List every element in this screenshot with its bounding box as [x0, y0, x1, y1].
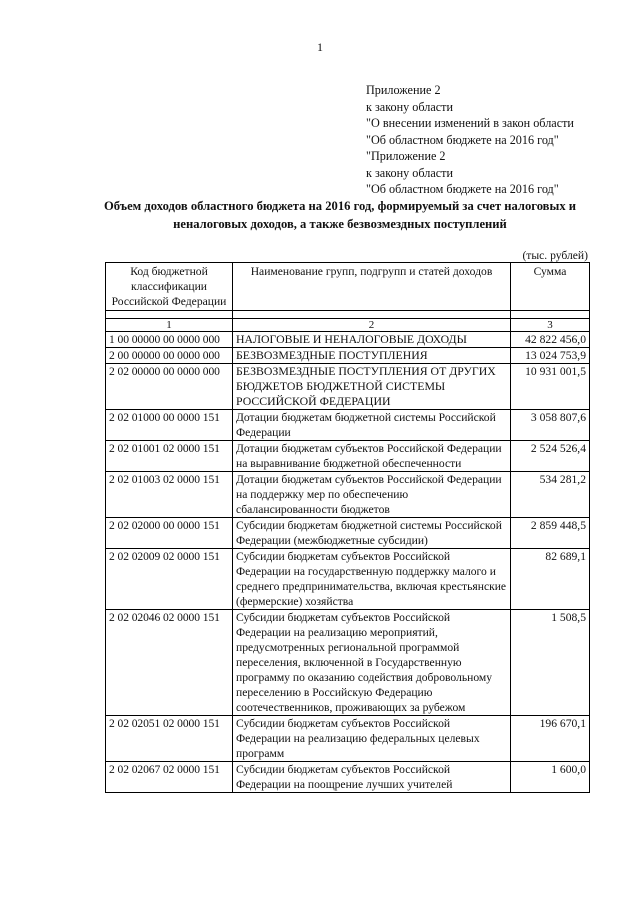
document-title [90, 197, 590, 233]
row-name: БЕЗВОЗМЕЗДНЫЕ ПОСТУПЛЕНИЯ [233, 348, 511, 364]
row-name: Дотации бюджетам бюджетной системы Российской Федерации [233, 410, 511, 441]
row-amount: 1 508,5 [511, 610, 590, 716]
row-code: 2 02 01000 00 0000 151 [106, 410, 233, 441]
table-row [106, 716, 590, 762]
row-name: Дотации бюджетам субъектов Российской Федерации на выравнивание бюджетной обеспеченности [233, 441, 511, 472]
table-row [106, 549, 590, 610]
row-amount: 2 524 526,4 [511, 441, 590, 472]
row-name: Дотации бюджетам субъектов Российской Федерации на поддержку мер по обеспечению сбалансированности бюджетов [233, 472, 511, 518]
row-name: Субсидии бюджетам субъектов Российской Федерации на государственную поддержку малого и среднего предпринимательства, включая крестьянские (фермерские) хозяйства [233, 549, 511, 610]
row-name: Субсидии бюджетам субъектов Российской Федерации на реализацию мероприятий, предусмотренных региональной программой переселения, включенной в Государственную программу по оказанию содействия добровольному переселению в Российскую Федерацию соотечественников, проживающих за рубежом [233, 610, 511, 716]
title-line: неналоговых доходов, а также безвозмездных поступлений [173, 217, 507, 231]
header-name: Наименование групп, подгрупп и статей доходов [233, 263, 511, 311]
row-name: Субсидии бюджетам бюджетной системы Российской Федерации (межбюджетные субсидии) [233, 518, 511, 549]
page-number: 1 [317, 40, 323, 54]
header-amount: Сумма [511, 263, 590, 311]
row-code: 2 02 00000 00 0000 000 [106, 364, 233, 410]
row-amount: 534 281,2 [511, 472, 590, 518]
row-code: 2 02 02000 00 0000 151 [106, 518, 233, 549]
appendix-line: Приложение 2 [366, 83, 441, 97]
appendix-line: к закону области [366, 99, 453, 114]
units-label: (тыс. рублей) [522, 249, 588, 262]
row-name: Субсидии бюджетам субъектов Российской Федерации на реализацию федеральных целевых программ [233, 716, 511, 762]
appendix-header [366, 82, 626, 198]
table-row [106, 441, 590, 472]
row-amount: 3 058 807,6 [511, 410, 590, 441]
row-amount: 196 670,1 [511, 716, 590, 762]
row-code: 2 02 02051 02 0000 151 [106, 716, 233, 762]
row-code: 2 02 02046 02 0000 151 [106, 610, 233, 716]
row-amount: 82 689,1 [511, 549, 590, 610]
table-row [106, 348, 590, 364]
row-name: БЕЗВОЗМЕЗДНЫЕ ПОСТУПЛЕНИЯ ОТ ДРУГИХ БЮДЖЕТОВ БЮДЖЕТНОЙ СИСТЕМЫ РОССИЙСКОЙ ФЕДЕРАЦИИ [233, 364, 511, 410]
column-number-row [106, 319, 590, 332]
table-row [106, 332, 590, 348]
appendix-line: "О внесении изменений в закон области [366, 116, 574, 130]
header-code: Код бюджетной классификации Российской Федерации [106, 263, 233, 311]
table-row [106, 410, 590, 441]
table-row [106, 610, 590, 716]
table-row [106, 364, 590, 410]
appendix-line: к закону области [366, 165, 453, 180]
table-row [106, 518, 590, 549]
column-number: 1 [106, 319, 233, 332]
row-amount: 10 931 001,5 [511, 364, 590, 410]
row-amount: 42 822 456,0 [511, 332, 590, 348]
column-number: 3 [511, 319, 590, 332]
row-amount: 13 024 753,9 [511, 348, 590, 364]
appendix-line: "Об областном бюджете на 2016 год" [366, 182, 559, 196]
table-spacer-row [106, 311, 590, 319]
row-code: 1 00 00000 00 0000 000 [106, 332, 233, 348]
row-amount: 1 600,0 [511, 762, 590, 793]
row-code: 2 02 02009 02 0000 151 [106, 549, 233, 610]
table-header-row [106, 263, 590, 311]
row-amount: 2 859 448,5 [511, 518, 590, 549]
table-row [106, 762, 590, 793]
row-code: 2 02 01001 02 0000 151 [106, 441, 233, 472]
appendix-line: "Об областном бюджете на 2016 год" [366, 132, 559, 147]
row-name: Субсидии бюджетам субъектов Российской Федерации на поощрение лучших учителей [233, 762, 511, 793]
table-row [106, 472, 590, 518]
row-code: 2 02 02067 02 0000 151 [106, 762, 233, 793]
row-code: 2 00 00000 00 0000 000 [106, 348, 233, 364]
row-name: НАЛОГОВЫЕ И НЕНАЛОГОВЫЕ ДОХОДЫ [233, 332, 511, 348]
column-number: 2 [233, 319, 511, 332]
appendix-line: "Приложение 2 [366, 149, 446, 163]
revenue-table [105, 262, 590, 793]
title-line: Объем доходов областного бюджета на 2016 год, формируемый за счет налоговых и [103, 199, 577, 213]
row-code: 2 02 01003 02 0000 151 [106, 472, 233, 518]
